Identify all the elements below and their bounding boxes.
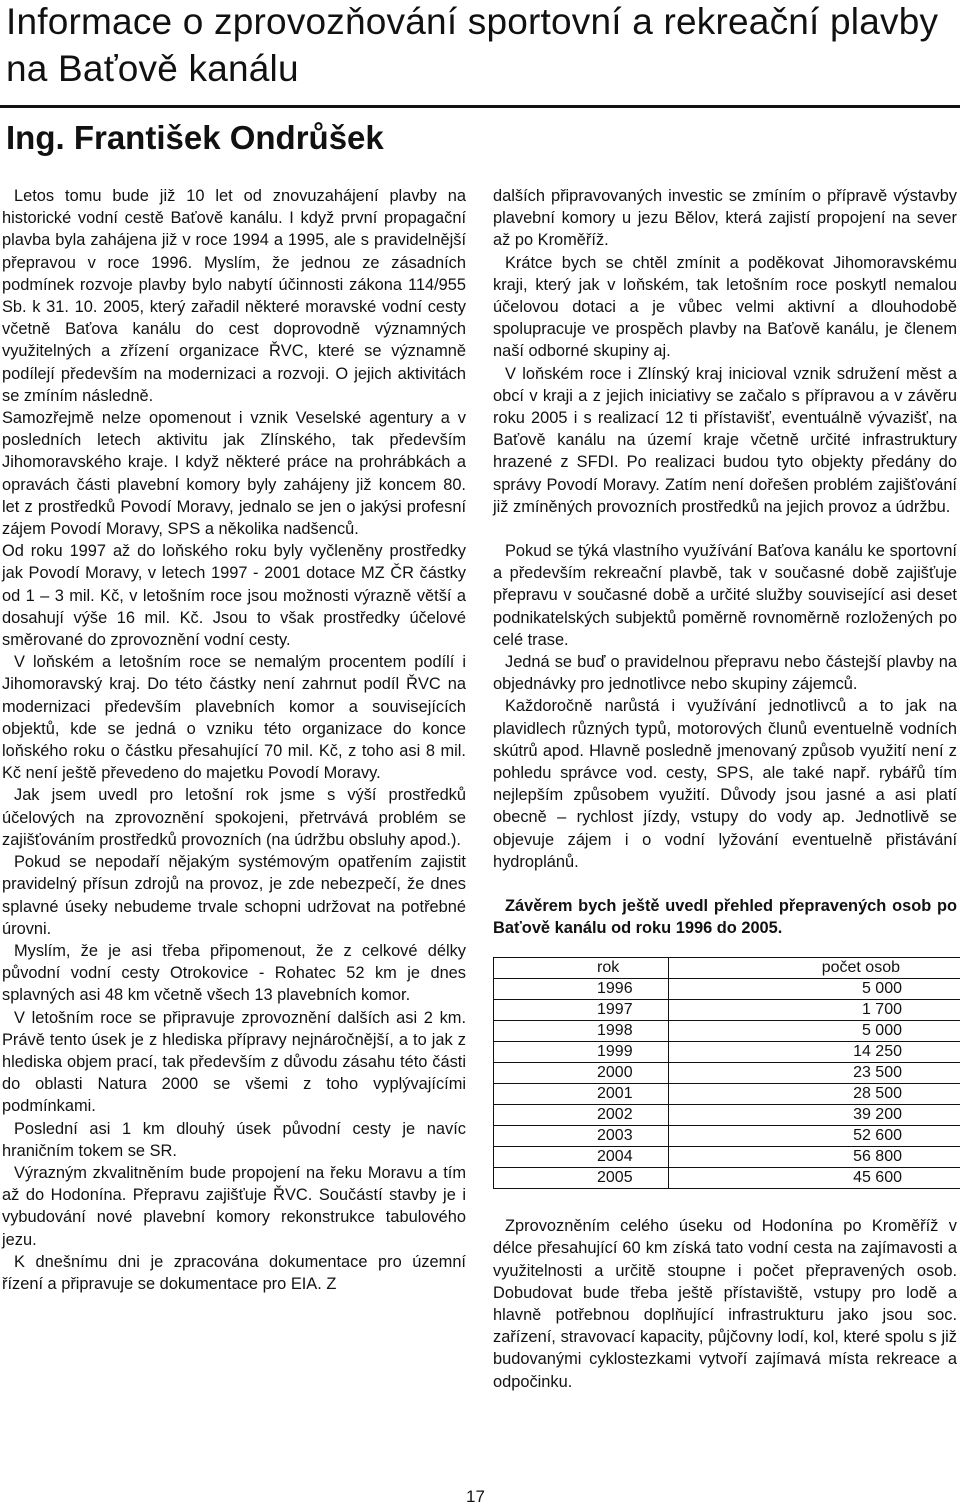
table-row [494, 1126, 960, 1147]
count-cell: 1 700 [669, 1000, 960, 1021]
table-row [494, 1168, 960, 1189]
paragraph: Každoročně narůstá i využívání jednotlivců a to jak na plavidlech různých typů, motorových člunů eventuelně vodních skútrů apod. Hlavně posledně jmenovaný způsob využití není z pohledu správce vod. cesty, SPS, ale také např. rybářů tím nejlepším způsobem využití. Důvody jsou jasné a asi platí obecně – rychlost jízdy, vstupy do vody ap. Jednotlivě se objevuje zájem i o vodní lyžování eventuelně přistávání hydroplánů. [493, 697, 957, 871]
table-row [494, 1021, 960, 1042]
table-row [494, 1000, 960, 1021]
year-cell: 2000 [494, 1063, 669, 1084]
table-row [494, 1147, 960, 1168]
article-title: Informace o zprovozňování sportovní a rekreační plavby na Baťově kanálu [6, 1, 939, 89]
table-row [494, 979, 960, 1000]
paragraph: Výrazným zkvalitněním bude propojení na řeku Moravu a tím až do Hodonína. Přepravu zajišťuje ŘVC. Součástí stavby je i vybudování nové plavební komory rekonstrukce tabulového jezu. [2, 1163, 466, 1249]
spacer [493, 873, 957, 895]
author-name: Ing. František Ondrůšek [6, 119, 384, 156]
table-row [494, 1084, 960, 1105]
table-header-row [494, 958, 960, 979]
table-row [494, 1063, 960, 1084]
paragraph: Poslední asi 1 km dlouhý úsek původní cesty je navíc hraničním tokem se SR. [2, 1119, 466, 1160]
year-cell: 1996 [494, 979, 669, 1000]
year-cell: 2002 [494, 1105, 669, 1126]
year-cell: 2001 [494, 1084, 669, 1105]
paragraph: V loňském a letošním roce se nemalým procentem podílí i Jihomoravský kraj. Do této částky není zahrnut podíl ŘVC na modernizaci především plavebních komor a souvisejících objektů, kde se jedná o vzniku této organizace do konce loňského roku o částku přesahující 70 mil. Kč, z toho asi 8 mil. Kč není ještě převedeno do majetku Povodí Moravy. [2, 653, 466, 783]
paragraph: V letošním roce se připravuje zprovoznění dalších asi 2 km. Právě tento úsek je z hlediska přípravy nejnáročnější, a to jak z hlediska objem prací, tak především z důvodu zásahu této části do oblasti Natura 2000 se všemi z toho vyplývajícími podmínkami. [2, 1008, 466, 1116]
year-cell: 2003 [494, 1126, 669, 1147]
count-cell: 39 200 [669, 1105, 960, 1126]
paragraph: Jak jsem uvedl pro letošní rok jsme s výší prostředků účelových na zprovoznění spokojeni, přetrvává problém se zajišťováním prostředků provozních (na údržbu obsluhy apod.). [2, 786, 466, 849]
spacer [493, 518, 957, 540]
title-divider [0, 105, 960, 108]
year-cell: 1998 [494, 1021, 669, 1042]
year-cell: 2005 [494, 1168, 669, 1189]
column-header-count: počet osob [669, 958, 960, 979]
right-column [493, 185, 957, 1393]
paragraph: Zprovozněním celého úseku od Hodonína po Kroměříž v délce přesahující 60 km získá tato vodní cesta na zajímavosti a využitelnosti a určitě stoupne i počet přepravených osob. Dobudovat bude třeba ještě přístaviště, vstupy pro lodě a hlavně potřebnou doplňující infrastrukturu jako jsou soc. zařízení, stravovací kapacity, půjčovny lodí, kol, které spolu s již budovanými cyklostezkami vytvoří zajímavá místa rekreace a odpočinku. [493, 1217, 957, 1391]
year-cell: 1997 [494, 1000, 669, 1021]
table-heading: Závěrem bych ještě uvedl přehled přepravených osob po Baťově kanálu od roku 1996 do 2005. [493, 897, 957, 938]
table-row [494, 1042, 960, 1063]
paragraph: V loňském roce i Zlínský kraj inicioval vznik sdružení měst a obcí v kraji a z jejich iniciativy se začalo s přípravou a v závěru roku 2005 i s realizací 12 ti přístavišť, eventuálně vývazišť, na Baťově kanálu na území kraje včetně určité infrastruktury hrazené z SFDI. Po realizaci budou tyto objekty předány do správy Povodí Moravy. Zatím není dořešen problém zajišťování již zmíněných provozních prostředků na jejich provoz a údržbu. [493, 364, 957, 516]
count-cell: 28 500 [669, 1084, 960, 1105]
paragraph: Samozřejmě nelze opomenout i vznik Veselské agentury a v posledních letech aktivitu jak Zlínského, tak především Jihomoravského kraje. I když některé práce na prohrábkách a opravách části plavební komory byly zahájeny již koncem 80. let z prostředků Povodí Moravy, jednalo se jen o jakýsi profesní zájem Povodí Moravy, SPS a několika nadšenců. [2, 409, 466, 539]
count-cell: 14 250 [669, 1042, 960, 1063]
count-cell: 52 600 [669, 1126, 960, 1147]
left-column [2, 185, 466, 1295]
column-header-year: rok [494, 958, 669, 979]
paragraph: Jedná se buď o pravidelnou přepravu nebo částejší plavby na objednávky pro jednotlivce nebo skupiny zájemců. [493, 653, 957, 694]
count-cell: 56 800 [669, 1147, 960, 1168]
paragraph: Krátce bych se chtěl zmínit a poděkovat Jihomoravskému kraji, který jak v loňském, tak letošním roce poskytl nemalou účelovou dotaci a je vůbec velmi aktivní a dlouhodobě spolupracuje ve prospěch plavby na Baťově kanálu, je členem naší odborné skupiny aj. [493, 253, 957, 361]
table-row [494, 1105, 960, 1126]
count-cell: 45 600 [669, 1168, 960, 1189]
page-number: 17 [466, 1487, 485, 1506]
paragraph: Pokud se týká vlastního využívání Baťova kanálu ke sportovní a především rekreační plavbě, tak v současné době zajišťuje přepravu v současné době a určité služby související asi deset podnikatelských subjektů poměrně rovnoměrně rozložených po celé trase. [493, 542, 957, 649]
paragraph: Pokud se nepodaří nějakým systémovým opatřením zajistit pravidelný přísun zdrojů na provoz, je zde nebezpečí, že dnes splavné úseky nebudeme trvale schopni udržovat na potřebné úrovni. [2, 853, 466, 938]
year-cell: 1999 [494, 1042, 669, 1063]
passenger-table [493, 957, 960, 1189]
year-cell: 2004 [494, 1147, 669, 1168]
paragraph: Letos tomu bude již 10 let od znovuzahájení plavby na historické vodní cestě Baťově kanálu. I když první propagační plavba byla zahájena již v roce 1994 a 1995, ale s pravidelnější přepravou v roce 1996. Myslím, že jednou ze zásadních podmínek rozvoje plavby bylo nabytí účinnosti zákona 114/955 Sb. k 31. 10. 2005, který zařadil některé moravské vodní cesty včetně Baťova kanálu do cest doprovodně významných využitelných a zřízení organizace ŘVC, které se významně podílejí především na modernizaci a rozvoji. O jejich aktivitách se zmíním následně. [2, 187, 466, 405]
paragraph: dalších připravovaných investic se zmíním o přípravě výstavby plavební komory u jezu Bělov, která zajistí propojení na sever až po Kroměříž. [493, 187, 957, 250]
count-cell: 23 500 [669, 1063, 960, 1084]
paragraph: K dnešnímu dni je zpracována dokumentace pro územní řízení a připravuje se dokumentace pro EIA. Z [2, 1252, 466, 1293]
spacer [493, 1189, 957, 1215]
count-cell: 5 000 [669, 1021, 960, 1042]
count-cell: 5 000 [669, 979, 960, 1000]
paragraph: Od roku 1997 až do loňského roku byly vyčleněny prostředky jak Povodí Moravy, v letech 1997 - 2001 dotace MZ ČR částky od 1 – 3 mil. Kč, v letošním roce jsou možnosti výrazně větší a dosahují výše 16 mil. Kč. Jsou to však prostředky účelové směrované do zprovoznění vodní cesty. [2, 542, 466, 650]
paragraph: Myslím, že je asi třeba připomenout, že z celkové délky původní vodní cesty Otrokovice - Rohatec 52 km je dnes splavných asi 48 km včetně všech 13 plavebních komor. [2, 941, 466, 1005]
